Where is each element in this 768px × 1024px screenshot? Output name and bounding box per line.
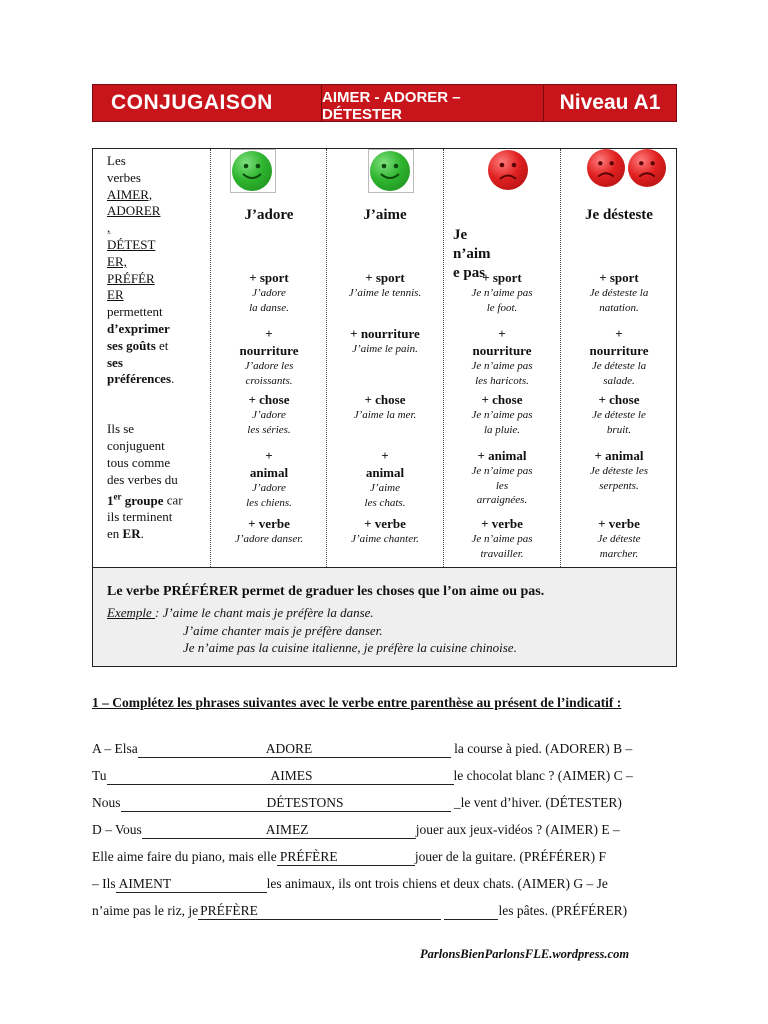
intro-bold: préférences [107,371,172,387]
line-text: la course à pied. (ADORER) B – [454,741,633,756]
answer-blank[interactable] [277,849,415,866]
entry-example: Je n’aime pas les haricots. [471,360,533,387]
entry-cell [211,325,327,388]
answer-text: DÉTESTONS [266,795,344,810]
intro-bold: ses goûts [107,337,156,353]
entry-key: + verbe [364,516,406,531]
exercise-line [92,741,676,758]
entry-cell [444,447,560,508]
entry-key: + verbe [598,516,640,531]
entry-example: J’adore les croissants. [244,360,294,387]
intro-line: ils terminent [107,509,173,525]
heading-jaime: J’aime [363,207,407,223]
answer-blank[interactable] [198,903,441,920]
entry-key: + nourriture [350,326,420,341]
answer-text: AIMEZ [265,822,309,837]
entry-cell [444,325,560,388]
entry-key: + chose [481,392,523,407]
heading-je-deteste: Je désteste [585,207,653,223]
line-text: le chocolat blanc ? (AIMER) C – [453,768,633,783]
intro-line: car [163,492,183,508]
entry-cell [211,447,327,510]
intro-line: . [140,526,144,542]
conjugation-table [92,148,677,568]
answer-blank[interactable] [444,903,498,920]
entry-key: + animal [249,448,289,480]
sad-face-icon [628,149,666,187]
line-text: les pâtes. (PRÉFÉRER) [498,903,628,918]
entry-cell [561,447,677,493]
preferer-examples [107,604,517,657]
entry-cell [327,391,443,423]
preferer-box [92,568,677,667]
entry-key: + sport [365,270,405,285]
intro-line: tous comme [107,454,171,470]
entry-example: J’aime la mer. [353,409,417,421]
answer-blank[interactable] [138,741,451,758]
entry-key: + nourriture [472,326,532,358]
answer-text: ADORE [265,741,313,756]
entry-key: + nourriture [239,326,299,358]
line-text: A – Elsa [92,741,138,756]
intro-bold: ER [122,526,141,542]
banner-title: CONJUGAISON [93,85,322,121]
intro-line: . [171,371,175,387]
entry-example: Je déteste marcher. [597,533,641,560]
line-text: D – Vous [92,822,142,837]
exercise-line [92,795,676,812]
preferer-title: Le verbe PRÉFÉRER permet de graduer les choses que l’on aime ou pas. [107,584,545,599]
answer-text: AIMES [270,768,313,783]
intro-line: conjuguent [107,437,165,453]
entry-example: Je déteste la salade. [591,360,647,387]
entry-cell [327,515,443,547]
happy-face-icon [370,151,410,191]
exercise-line [92,822,676,839]
entry-cell [211,391,327,437]
entry-key: + verbe [248,516,290,531]
happy-face-icon [232,151,272,191]
verb-sep: , [107,220,111,236]
example-1: J’aime le chant mais je préfère la danse. [162,605,374,620]
line-text: n’aime pas le riz, je [92,903,199,918]
entry-key: + sport [249,270,289,285]
heading-jadore: J’adore [244,207,294,223]
verb-preferer: PRÉFÉR [107,270,155,286]
entry-cell [327,447,443,510]
entry-cell [561,391,677,437]
intro-line: en [107,526,123,542]
entry-example: Je n’aime pas la pluie. [471,409,533,436]
entry-cell [211,269,327,315]
intro-line: Ils se [107,421,135,437]
answer-blank[interactable] [116,876,267,893]
entry-cell [561,269,677,315]
entry-example: J’adore les chiens. [246,482,292,509]
intro-line: permettent [107,304,163,320]
entry-cell [561,515,677,561]
entry-example: J’aime le pain. [352,343,418,355]
header-banner [92,84,677,122]
answer-blank[interactable] [107,768,454,785]
intro-line: verbes [107,169,141,185]
entry-key: + animal [365,448,405,480]
intro-bold: ses [107,354,123,370]
answer-text: PRÉFÈRE [279,849,338,864]
entry-key: + sport [599,270,639,285]
banner-subtitle: AIMER - ADORER – DÉTESTER [322,85,544,121]
intro-text [107,153,207,543]
entry-example: J’adore la danse. [249,287,289,314]
entry-cell [444,515,560,561]
line-text: Nous [92,795,121,810]
entry-key: + nourriture [589,326,649,358]
intro-line: et [155,337,169,353]
exercise-line [92,876,676,893]
example-3: Je n’aime pas la cuisine italienne, je préfère la cuisine chinoise. [183,640,517,655]
answer-text: AIMENT [118,876,172,891]
sad-face-icon [587,149,625,187]
line-text: – Ils [92,876,116,891]
entry-key: + chose [248,392,290,407]
exercise-title: 1 – Complétez les phrases suivantes avec le verbe entre parenthèse au présent de l’indicatif : [92,695,622,710]
footer-credit: ParlonsBienParlonsFLE.wordpress.com [420,947,630,961]
entry-cell [327,269,443,301]
entry-key: + animal [477,448,527,463]
exercise-line [92,768,676,785]
heading-text: Je n’aim e pas [453,227,491,281]
intro-line: Les [107,153,126,168]
line-text: jouer aux jeux-vidéos ? (AIMER) E – [415,822,620,837]
verb-detester: ER, [107,253,127,269]
entry-example: J’adore les séries. [247,409,291,436]
example-colon: : [155,605,160,620]
answer-text: PRÉFÈRE [200,903,258,918]
example-label: Exemple [107,605,156,620]
answer-blank[interactable] [142,822,416,839]
entry-key: + chose [364,392,406,407]
line-text: Tu [92,768,107,783]
entry-example: J’aime le tennis. [348,287,422,299]
entry-example: Je n’aime pas travailler. [471,533,533,560]
entry-cell [211,515,327,547]
entry-cell [444,391,560,437]
intro-line: des verbes du [107,471,178,487]
exercise-line [92,849,676,866]
exercise-line [92,903,676,920]
line-text: _le vent d’hiver. (DÉTESTER) [453,795,622,810]
example-2: J’aime chanter mais je préfère danser. [183,622,383,638]
entry-example: J’adore danser. [234,533,304,545]
entry-cell [561,325,677,388]
line-text: les animaux, ils ont trois chiens et deux chats. (AIMER) G – Je [266,876,608,891]
sad-face-icon [488,150,528,190]
line-text: Elle aime faire du piano, mais elle [92,849,277,864]
verb-adorer: ADORER [107,203,161,219]
intro-bold: 1er groupe [107,491,164,508]
entry-cell [327,325,443,357]
entry-example: Je désteste la natation. [589,287,649,314]
entry-example: Je n’aime pas le foot. [471,287,533,314]
entry-key: + animal [594,448,644,463]
entry-example: J’aime chanter. [351,533,419,545]
answer-blank[interactable] [121,795,451,812]
banner-level: Niveau A1 [559,91,661,114]
entry-key: + chose [598,392,640,407]
entry-example: Je n’aime pas les arraignées. [471,465,533,506]
verb-aimer: AIMER, [107,186,153,202]
entry-example: Je déteste les serpents. [589,465,649,492]
verb-preferer: ER [107,287,124,303]
verb-detester: DÉTEST [107,236,156,252]
entry-example: J’aime les chats. [364,482,406,509]
entry-key: + sport [482,270,522,285]
line-text: jouer de la guitare. (PRÉFÉRER) F [414,849,607,864]
entry-example: Je déteste le bruit. [592,409,646,436]
entry-key: + verbe [481,516,523,531]
entry-cell [444,269,560,315]
intro-bold: d’exprimer [107,320,170,336]
